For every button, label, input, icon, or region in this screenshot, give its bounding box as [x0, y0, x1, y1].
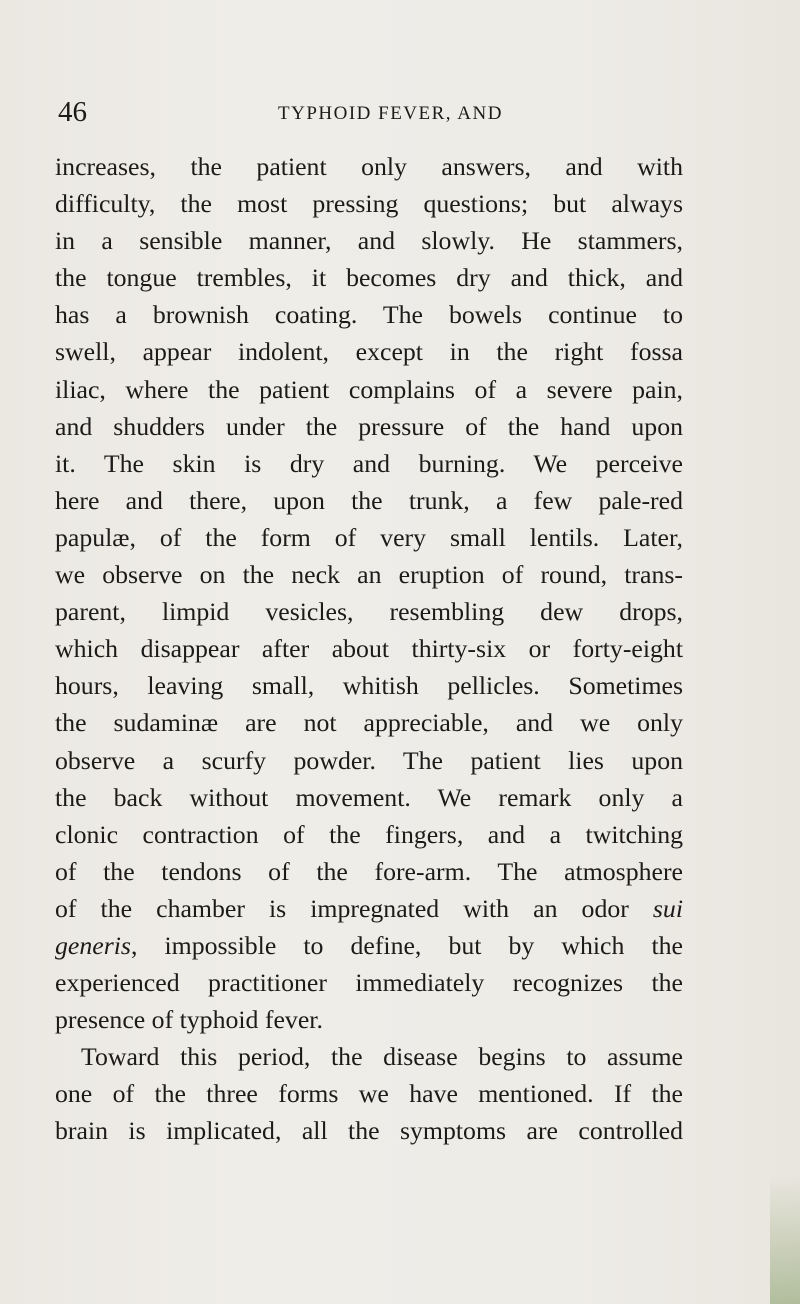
page-number: 46: [58, 96, 87, 128]
text-line-with-italic: [55, 927, 683, 964]
text-line: the sudaminæ are not appreciable, and we only: [55, 708, 683, 738]
text-line: it. The skin is dry and burning. We perceive: [55, 448, 683, 478]
text-line: papulæ, of the form of very small lentils. Later,: [55, 522, 683, 552]
text-line: hours, leaving small, whitish pellicles. Sometimes: [55, 671, 683, 701]
text-line-start: of the chamber is impregnated with an odor: [55, 893, 629, 923]
text-line: we observe on the neck an eruption of round, trans-: [55, 560, 683, 590]
text-line: parent, limpid vesicles, resembling dew drops,: [55, 597, 683, 627]
text-line: the back without movement. We remark only a: [55, 782, 683, 812]
text-line: increases, the patient only answers, and with: [55, 152, 683, 181]
text-line: iliac, where the patient complains of a severe pain,: [55, 374, 683, 404]
text-line-with-italic: [55, 890, 683, 927]
text-line: which disappear after about thirty-six or forty-eight: [55, 634, 683, 664]
text-line: presence of typhoid fever.: [55, 1005, 323, 1035]
text-line: the tongue trembles, it becomes dry and thick, and: [55, 263, 683, 293]
text-line: clonic contraction of the fingers, and a twitching: [55, 819, 683, 849]
text-line: swell, appear indolent, except in the right fossa: [55, 337, 683, 367]
italic-term: sui: [652, 893, 683, 923]
text-line: in a sensible manner, and slowly. He stammers,: [55, 226, 683, 256]
text-line: has a brownish coating. The bowels continue to: [55, 300, 683, 330]
text-line: experienced practitioner immediately recognizes the: [55, 968, 683, 998]
paragraph-start: Toward this period, the disease begins to assume: [81, 1042, 683, 1072]
text-line: of the tendons of the fore-arm. The atmosphere: [55, 856, 683, 886]
text-line: difficulty, the most pressing questions; but always: [55, 189, 683, 219]
text-line: observe a scurfy powder. The patient lies upon: [55, 745, 683, 775]
text-line: here and there, upon the trunk, a few pale-red: [55, 485, 683, 515]
italic-term: generis: [55, 930, 131, 960]
text-line: brain is implicated, all the symptoms are controlled: [55, 1116, 683, 1146]
text-line: and shudders under the pressure of the hand upon: [55, 411, 683, 441]
page-edge-stain: [770, 1174, 800, 1304]
text-line: one of the three forms we have mentioned. If the: [55, 1079, 683, 1109]
text-line-rest: , impossible to define, but by which the: [130, 930, 683, 960]
page-header: [58, 92, 698, 132]
running-title: TYPHOID FEVER, AND: [278, 103, 503, 124]
body-text: [55, 148, 683, 1150]
